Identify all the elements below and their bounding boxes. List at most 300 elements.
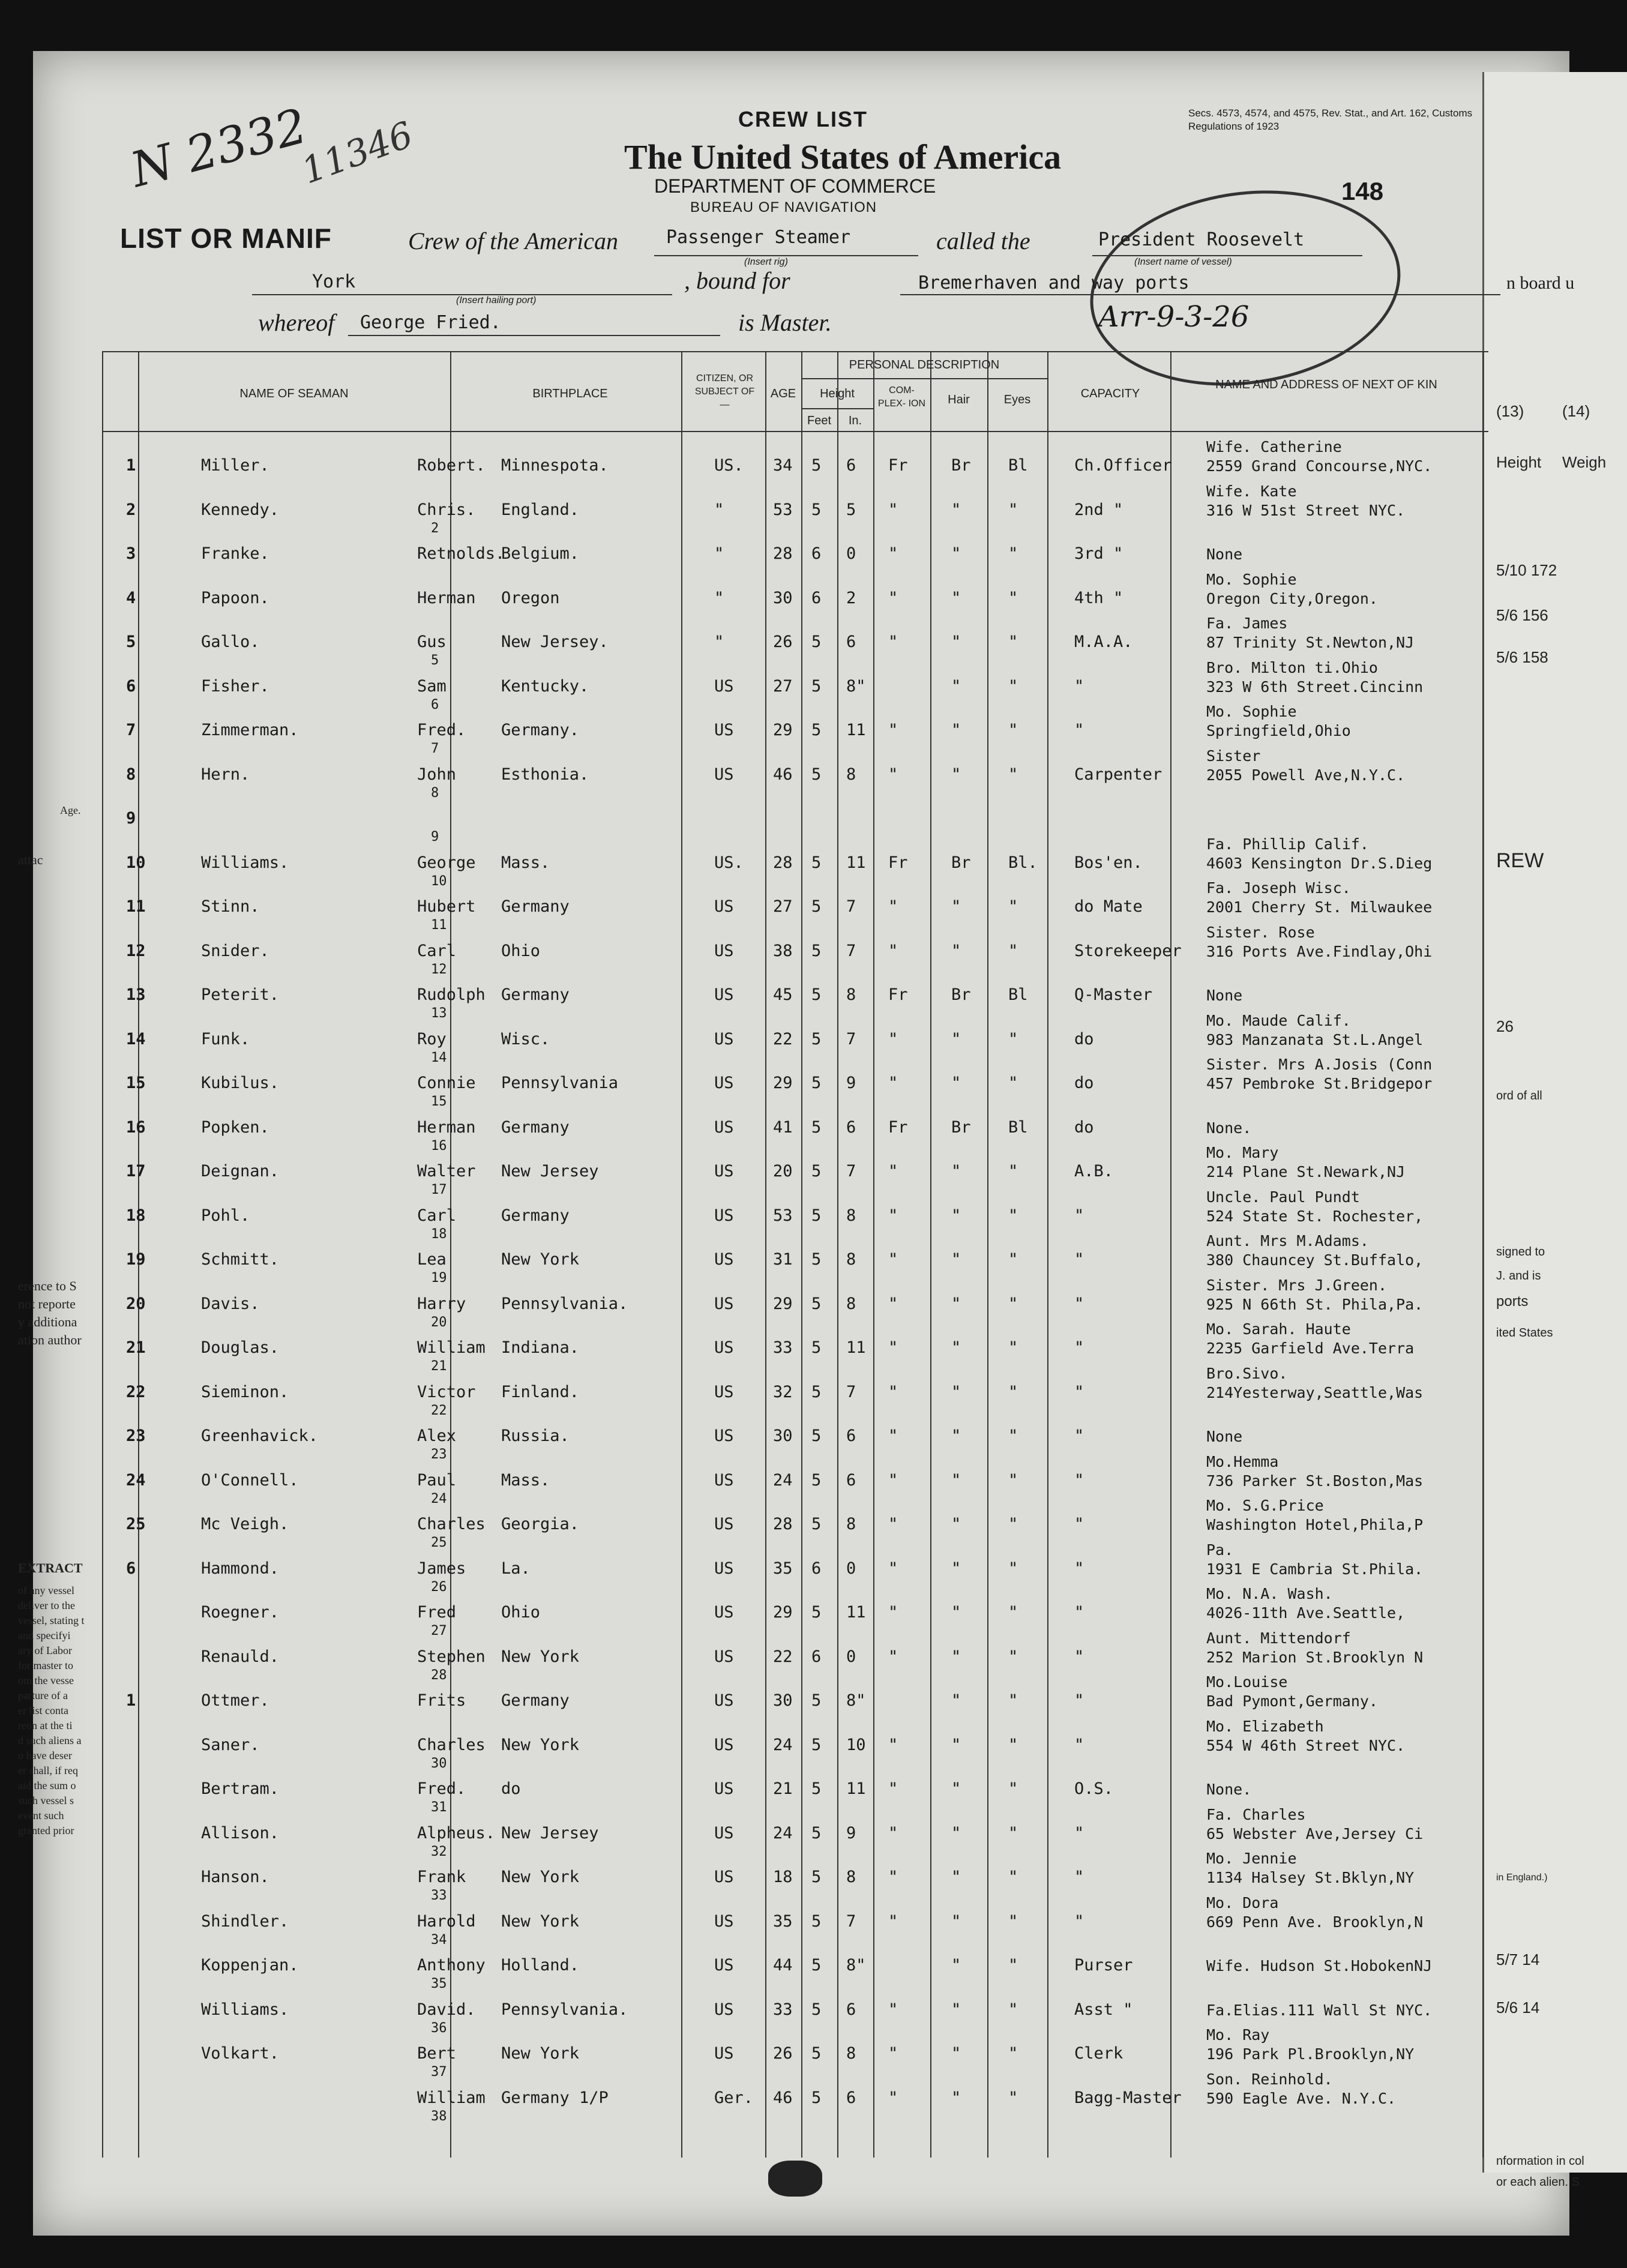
- next-of-kin-name: Wife. Kate: [1206, 482, 1297, 500]
- row-number: 23: [126, 1427, 146, 1445]
- left-fragment: o have deser: [18, 1749, 72, 1761]
- complexion: ": [888, 1779, 898, 1798]
- crew-heading-fragment: REW: [1496, 849, 1544, 872]
- next-of-kin-name: Mo. Maude Calif.: [1206, 1011, 1351, 1029]
- age: 24: [773, 1735, 793, 1754]
- birthplace: New Jersey: [501, 1823, 599, 1842]
- surname: Deignan.: [201, 1162, 280, 1181]
- surname: Sieminon.: [201, 1382, 289, 1401]
- capacity: ": [1074, 1647, 1084, 1666]
- eye-color: ": [1008, 1427, 1018, 1445]
- given-name: Fred.: [417, 1779, 466, 1798]
- height-inches: 7: [846, 1382, 856, 1401]
- height-feet: 5: [811, 1250, 822, 1269]
- hair-color: ": [951, 1250, 961, 1269]
- hair-color: ": [951, 1338, 961, 1357]
- hw-row-3: 5/6 158: [1496, 648, 1548, 666]
- capacity: do: [1074, 1117, 1094, 1137]
- height-feet: 5: [811, 1162, 822, 1181]
- surname: Miller.: [201, 456, 269, 475]
- surname: Hanson.: [201, 1868, 269, 1886]
- left-fragment: such vessel s: [18, 1794, 74, 1806]
- hair-color: ": [951, 500, 961, 519]
- index-number: 31: [431, 1800, 447, 1815]
- eye-color: ": [1008, 765, 1018, 784]
- citizenship: US: [714, 1470, 734, 1490]
- given-name: Connie: [417, 1074, 476, 1092]
- complexion: ": [888, 721, 898, 739]
- row-number: 13: [126, 985, 146, 1004]
- given-name: Alpheus.: [417, 1823, 496, 1842]
- index-number: 26: [431, 1579, 447, 1595]
- index-number: 35: [431, 1976, 447, 1991]
- height-inches: 6: [846, 633, 856, 651]
- eye-color: ": [1008, 1559, 1018, 1578]
- given-name: Herman: [417, 588, 476, 607]
- age: 41: [773, 1117, 793, 1137]
- height-feet: 5: [811, 853, 822, 872]
- height-inches: 7: [846, 1162, 856, 1181]
- row-number: 2: [126, 500, 136, 519]
- birthplace: Germany: [501, 985, 570, 1004]
- table-top-rule: [102, 351, 1488, 352]
- next-of-kin-name: Mo. Sarah. Haute: [1206, 1320, 1351, 1338]
- crew-row: [102, 1956, 1488, 2000]
- surname: Volkart.: [201, 2044, 280, 2063]
- age: 33: [773, 2000, 793, 2019]
- height-feet: 5: [811, 1912, 822, 1931]
- capacity: ": [1074, 1735, 1084, 1754]
- given-name: Carl: [417, 941, 457, 960]
- height-feet: 5: [811, 500, 822, 519]
- capacity: Purser: [1074, 1956, 1133, 1975]
- height-inches: 8": [846, 1691, 866, 1710]
- height-feet: 5: [811, 2000, 822, 2019]
- birthplace: New Jersey.: [501, 633, 609, 651]
- col-header-personal: PERSONAL DESCRIPTION: [849, 358, 1000, 371]
- index-number: 21: [431, 1359, 447, 1374]
- col-14-label: (14): [1562, 402, 1590, 420]
- complexion: Fr: [888, 456, 908, 475]
- hair-color: ": [951, 2000, 961, 2019]
- surname: Schmitt.: [201, 1250, 280, 1269]
- next-of-kin-address: 316 W 51st Street NYC.: [1206, 501, 1406, 519]
- height-inches: 0: [846, 1559, 856, 1578]
- citizenship: US: [714, 1206, 734, 1225]
- given-name: Robert.: [417, 456, 486, 475]
- hw-row-1: 5/10 172: [1496, 561, 1557, 579]
- surname: Davis.: [201, 1294, 260, 1313]
- height-feet: 5: [811, 1117, 822, 1137]
- left-fragment: Age.: [60, 804, 81, 816]
- eye-color: Bl: [1008, 456, 1028, 475]
- next-of-kin-address: 2235 Garfield Ave.Terra: [1206, 1340, 1415, 1357]
- birthplace: Germany: [501, 1691, 570, 1710]
- citizenship: US: [714, 1162, 734, 1181]
- complexion: ": [888, 1206, 898, 1225]
- england-fragment: in England.): [1496, 1872, 1548, 1883]
- eye-color: ": [1008, 1647, 1018, 1666]
- row-number: 8: [126, 765, 136, 784]
- height-inches: 11: [846, 1779, 866, 1798]
- surname: Shindler.: [201, 1912, 289, 1931]
- complexion: ": [888, 1823, 898, 1842]
- crew-list-title: CREW LIST: [738, 107, 868, 131]
- next-of-kin-name: Sister. Mrs J.Green.: [1206, 1276, 1388, 1294]
- citizenship: ": [714, 633, 724, 651]
- capacity: ": [1074, 1603, 1084, 1622]
- citizenship: US: [714, 1603, 734, 1622]
- birthplace: Pennsylvania.: [501, 2000, 628, 2019]
- next-of-kin-address: Bad Pymont,Germany.: [1206, 1692, 1378, 1710]
- capacity: ": [1074, 721, 1084, 739]
- next-of-kin-address: Fa.Elias.111 Wall St NYC.: [1206, 2001, 1433, 2019]
- complexion: ": [888, 1647, 898, 1666]
- citizenship: Ger.: [714, 2088, 754, 2107]
- citizenship: US: [714, 1779, 734, 1798]
- crew-row: [102, 1364, 1488, 1427]
- port-underline: [252, 294, 672, 295]
- capacity: Q-Master: [1074, 985, 1153, 1004]
- eye-color: ": [1008, 588, 1018, 607]
- eye-color: Bl: [1008, 985, 1028, 1004]
- height-inches: 8: [846, 1294, 856, 1313]
- height-feet: 5: [811, 1691, 822, 1710]
- row-number: 11: [126, 897, 146, 916]
- index-number: 11: [431, 918, 447, 933]
- page-tear: [768, 2161, 822, 2197]
- height-feet: 5: [811, 765, 822, 784]
- row-number: 21: [126, 1338, 146, 1357]
- number-fragment: 26: [1496, 1017, 1514, 1035]
- height-feet: 5: [811, 1779, 822, 1798]
- birthplace: do: [501, 1779, 521, 1798]
- hair-color: ": [951, 633, 961, 651]
- next-of-kin-address: 214 Plane St.Newark,NJ: [1206, 1163, 1406, 1181]
- left-fragment: vessel, stating t: [18, 1614, 85, 1626]
- eye-color: ": [1008, 1956, 1018, 1975]
- page-number: 148: [1341, 177, 1384, 205]
- hair-color: ": [951, 2088, 961, 2107]
- eye-color: ": [1008, 633, 1018, 651]
- next-of-kin-address: 2055 Powell Ave,N.Y.C.: [1206, 766, 1406, 784]
- left-fragment: and specifyi: [18, 1629, 71, 1641]
- index-number: 24: [431, 1491, 447, 1506]
- birthplace: New York: [501, 1647, 580, 1666]
- row-number: 6: [126, 676, 136, 696]
- citizenship: US: [714, 1868, 734, 1886]
- birthplace: Pennsylvania.: [501, 1294, 628, 1313]
- hair-color: ": [951, 1735, 961, 1754]
- surname: Roegner.: [201, 1603, 280, 1622]
- left-fragment: not reporte: [18, 1296, 76, 1311]
- eye-color: Bl.: [1008, 853, 1038, 872]
- height-feet: 5: [811, 1206, 822, 1225]
- row-number: 22: [126, 1382, 146, 1401]
- next-of-kin-address: 983 Manzanata St.L.Angel: [1206, 1030, 1424, 1048]
- index-number: 32: [431, 1844, 447, 1859]
- height-feet: 5: [811, 1338, 822, 1357]
- surname: Williams.: [201, 853, 289, 872]
- age: 26: [773, 633, 793, 651]
- left-fragment: aid the sum o: [18, 1779, 76, 1791]
- weight-label: Weigh: [1562, 453, 1607, 471]
- capacity: ": [1074, 1559, 1084, 1578]
- height-inches: 11: [846, 1338, 866, 1357]
- hair-color: ": [951, 676, 961, 696]
- hair-color: ": [951, 1559, 961, 1578]
- info-fragment: nformation in col: [1496, 2155, 1584, 2168]
- index-number: 30: [431, 1755, 447, 1771]
- crew-row: [102, 1717, 1488, 1779]
- handwritten-file-number-2: 11346: [296, 113, 419, 193]
- age: 38: [773, 941, 793, 960]
- birthplace: Pennsylvania: [501, 1074, 619, 1092]
- height-feet: 6: [811, 1559, 822, 1578]
- vessel-underline: [1092, 255, 1362, 256]
- age: 53: [773, 500, 793, 519]
- index-number: 2: [431, 520, 439, 536]
- height-inches: 6: [846, 1470, 856, 1490]
- next-of-kin-name: Bro.Sivo.: [1206, 1364, 1288, 1382]
- capacity: Carpenter: [1074, 765, 1162, 784]
- surname: Kubilus.: [201, 1074, 280, 1092]
- citizenship: US: [714, 985, 734, 1004]
- given-name: Hubert: [417, 897, 476, 916]
- index-number: 14: [431, 1050, 447, 1065]
- height-inches: 8: [846, 1515, 856, 1533]
- alien-fragment: or each alien. S: [1496, 2176, 1580, 2189]
- index-number: 27: [431, 1623, 447, 1638]
- surname: Hammond.: [201, 1559, 280, 1578]
- complexion: ": [888, 2000, 898, 2019]
- age: 20: [773, 1162, 793, 1181]
- next-of-kin-name: Pa.: [1206, 1541, 1234, 1559]
- crew-row: [102, 1118, 1488, 1162]
- row-number: 1: [126, 1691, 136, 1710]
- age: 45: [773, 985, 793, 1004]
- bureau-title: BUREAU OF NAVIGATION: [690, 199, 877, 215]
- capacity: ": [1074, 1427, 1084, 1445]
- height-feet: 5: [811, 1603, 822, 1622]
- age: 46: [773, 2088, 793, 2107]
- row-number: 7: [126, 721, 136, 739]
- next-of-kin-name: Uncle. Paul Pundt: [1206, 1188, 1360, 1206]
- row-number: 3: [126, 544, 136, 563]
- next-of-kin-name: Sister. Mrs A.Josis (Conn: [1206, 1056, 1433, 1073]
- eye-color: ": [1008, 1382, 1018, 1401]
- age: 27: [773, 676, 793, 696]
- given-name: David.: [417, 2000, 476, 2019]
- hair-color: ": [951, 1427, 961, 1445]
- index-number: 20: [431, 1314, 447, 1330]
- row-number: 10: [126, 853, 146, 872]
- index-number: 25: [431, 1535, 447, 1550]
- eye-color: ": [1008, 1074, 1018, 1092]
- given-name: Charles: [417, 1735, 486, 1754]
- index-number: 12: [431, 961, 447, 977]
- height-feet: 6: [811, 1647, 822, 1666]
- eye-color: ": [1008, 2000, 1018, 2019]
- manifest-title: LIST OR MANIF: [120, 223, 332, 254]
- next-of-kin-name: Aunt. Mittendorf: [1206, 1629, 1351, 1647]
- capacity: ": [1074, 1250, 1084, 1269]
- height-feet: 5: [811, 1956, 822, 1975]
- capacity: ": [1074, 1294, 1084, 1313]
- birthplace: Finland.: [501, 1382, 580, 1401]
- citizenship: US: [714, 1294, 734, 1313]
- surname: Fisher.: [201, 676, 269, 696]
- given-name: Paul: [417, 1470, 457, 1490]
- capacity: 4th ": [1074, 588, 1123, 607]
- next-of-kin-name: Mo. Mary: [1206, 1144, 1279, 1161]
- given-name: Fred.: [417, 721, 466, 739]
- next-of-kin-address: 65 Webster Ave,Jersey Ci: [1206, 1824, 1424, 1842]
- age: 30: [773, 588, 793, 607]
- surname: Franke.: [201, 544, 269, 563]
- next-of-kin-name: Sister: [1206, 747, 1261, 765]
- destination-underline: [900, 294, 1500, 295]
- citizenship: US: [714, 1956, 734, 1975]
- height-inches: 8: [846, 1206, 856, 1225]
- surname: Peterit.: [201, 985, 280, 1004]
- next-of-kin-name: Mo. Sophie: [1206, 703, 1297, 720]
- height-inches: 10: [846, 1735, 866, 1754]
- eye-color: ": [1008, 1250, 1018, 1269]
- age: 24: [773, 1470, 793, 1490]
- index-number: 18: [431, 1226, 447, 1242]
- complexion: ": [888, 2088, 898, 2107]
- left-fragment: EXTRACT: [18, 1560, 83, 1575]
- given-name: Gus: [417, 633, 447, 651]
- row-number: 9: [126, 809, 136, 828]
- citizenship: US: [714, 1912, 734, 1931]
- age: 30: [773, 1691, 793, 1710]
- left-fragment: ary of Labor: [18, 1644, 72, 1656]
- complexion: ": [888, 1294, 898, 1313]
- height-inches: 2: [846, 588, 856, 607]
- height-inches: 5: [846, 500, 856, 519]
- on-board-fragment: n board u: [1506, 273, 1575, 293]
- next-of-kin-address: 925 N 66th St. Phila,Pa.: [1206, 1295, 1424, 1313]
- hair-color: ": [951, 2044, 961, 2063]
- complexion: ": [888, 1868, 898, 1886]
- birthplace: Georgia.: [501, 1515, 580, 1533]
- hair-color: ": [951, 1956, 961, 1975]
- age: 35: [773, 1559, 793, 1578]
- height-feet: 5: [811, 2088, 822, 2107]
- height-inches: 8: [846, 1250, 856, 1269]
- hair-color: ": [951, 1868, 961, 1886]
- hair-color: ": [951, 1912, 961, 1931]
- birthplace: Ohio: [501, 1603, 541, 1622]
- complexion: ": [888, 941, 898, 960]
- row-number: 20: [126, 1294, 146, 1313]
- department-title: DEPARTMENT OF COMMERCE: [654, 175, 936, 197]
- birthplace: Germany: [501, 897, 570, 916]
- next-of-kin-address: None.: [1206, 1119, 1252, 1137]
- next-of-kin-address: 590 Eagle Ave. N.Y.C.: [1206, 2089, 1397, 2107]
- height-feet: 5: [811, 1823, 822, 1842]
- citizenship: US.: [714, 456, 744, 475]
- next-of-kin-address: 4603 Kensington Dr.S.Dieg: [1206, 854, 1433, 872]
- left-fragment: reon at the ti: [18, 1719, 73, 1731]
- next-of-kin-address: 669 Penn Ave. Brooklyn,N: [1206, 1913, 1424, 1931]
- capacity: Bagg-Master: [1074, 2088, 1182, 2107]
- birthplace: Germany: [501, 1206, 570, 1225]
- capacity: do: [1074, 1074, 1094, 1092]
- complexion: ": [888, 1427, 898, 1445]
- capacity: M.A.A.: [1074, 633, 1133, 651]
- citizenship: US: [714, 676, 734, 696]
- index-number: 22: [431, 1403, 447, 1418]
- surname: O'Connell.: [201, 1470, 299, 1490]
- birthplace: Ohio: [501, 941, 541, 960]
- surname: Pohl.: [201, 1206, 250, 1225]
- birthplace: Indiana.: [501, 1338, 580, 1357]
- citizenship: US: [714, 1074, 734, 1092]
- left-fragment: er list conta: [18, 1704, 68, 1716]
- given-name: Frank: [417, 1868, 466, 1886]
- height-inches: 8: [846, 2044, 856, 2063]
- height-feet: 6: [811, 544, 822, 563]
- eye-color: ": [1008, 1206, 1018, 1225]
- next-of-kin-address: 1134 Halsey St.Bklyn,NY: [1206, 1869, 1415, 1886]
- eye-color: ": [1008, 1470, 1018, 1490]
- left-fragment: om the vesse: [18, 1674, 74, 1686]
- age: 33: [773, 1338, 793, 1357]
- hair-color: ": [951, 1779, 961, 1798]
- surname: Bertram.: [201, 1779, 280, 1798]
- eye-color: ": [1008, 1029, 1018, 1048]
- given-name: Alex: [417, 1427, 457, 1445]
- surname: Kennedy.: [201, 500, 280, 519]
- height-inches: 7: [846, 1029, 856, 1048]
- hair-color: ": [951, 1206, 961, 1225]
- complexion: ": [888, 1029, 898, 1048]
- complexion: Fr: [888, 853, 908, 872]
- citizenship: US: [714, 765, 734, 784]
- rig-underline: [654, 255, 918, 256]
- capacity: ": [1074, 1470, 1084, 1490]
- height-feet: 5: [811, 985, 822, 1004]
- complexion: ": [888, 897, 898, 916]
- citizenship: US: [714, 1029, 734, 1048]
- height-inches: 8: [846, 985, 856, 1004]
- next-of-kin-name: Fa. James: [1206, 615, 1288, 632]
- citizenship: US: [714, 941, 734, 960]
- index-number: 34: [431, 1932, 447, 1948]
- citizenship: ": [714, 500, 724, 519]
- age: 53: [773, 1206, 793, 1225]
- height-feet: 5: [811, 941, 822, 960]
- hair-color: Br: [951, 853, 971, 872]
- left-fragment: event such: [18, 1809, 64, 1821]
- handwritten-arrival-date: Arr-9-3-26: [1098, 300, 1250, 334]
- eye-color: ": [1008, 676, 1018, 696]
- height-feet: 5: [811, 633, 822, 651]
- hair-color: ": [951, 1823, 961, 1842]
- complexion: ": [888, 1074, 898, 1092]
- next-of-kin-address: 1931 E Cambria St.Phila.: [1206, 1560, 1424, 1578]
- next-of-kin-address: 457 Pembroke St.Bridgepor: [1206, 1075, 1433, 1092]
- age: 28: [773, 853, 793, 872]
- row-number: 4: [126, 588, 136, 607]
- citizenship: US: [714, 2000, 734, 2019]
- manifest-called-text: called the: [936, 227, 1030, 254]
- birthplace: Belgium.: [501, 544, 580, 563]
- hw-row-4: 5/7 14: [1496, 1951, 1540, 1969]
